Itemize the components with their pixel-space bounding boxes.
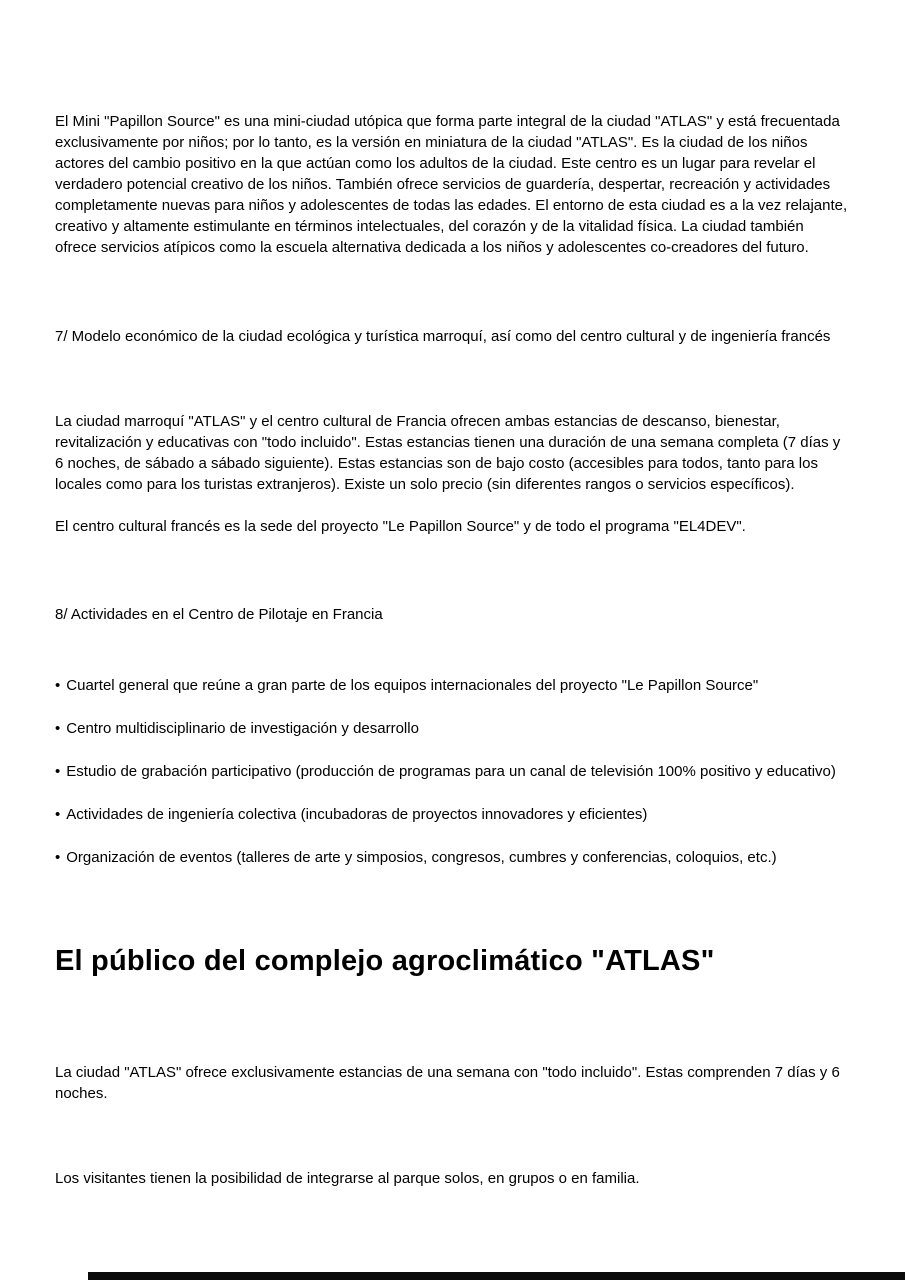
main-heading: El público del complejo agroclimático "ATLAS" xyxy=(55,945,715,977)
bullet-text: Centro multidisciplinario de investigación y desarrollo xyxy=(66,720,419,737)
bullet-icon: • xyxy=(55,677,61,694)
bullet-icon: • xyxy=(55,720,61,737)
bullet-item xyxy=(55,718,855,739)
section-7-paragraph-1: La ciudad marroquí "ATLAS" y el centro cultural de Francia ofrecen ambas estancias de descanso, bienestar, revitalización y educativas con "todo incluido". Estas estancias tienen una duración de una semana completa (7 días y 6 noches, de sábado a sábado siguiente). Estas estancias son de bajo costo (accesibles para todos, tanto para los locales como para los turistas extranjeros). Existe un solo precio (sin diferentes rangos o servicios específicos). xyxy=(55,413,845,493)
bullet-icon: • xyxy=(55,849,61,866)
section-7-paragraph-2: El centro cultural francés es la sede del proyecto "Le Papillon Source" y de todo el programa "EL4DEV". xyxy=(55,518,746,535)
bullet-text: Organización de eventos (talleres de arte y simposios, congresos, cumbres y conferencias, coloquios, etc.) xyxy=(66,849,777,866)
bullet-item xyxy=(55,847,855,868)
atlas-paragraph-1: La ciudad "ATLAS" ofrece exclusivamente estancias de una semana con "todo incluido". Estas comprenden 7 días y 6 noches. xyxy=(55,1064,844,1102)
bullet-text: Actividades de ingeniería colectiva (incubadoras de proyectos innovadores y eficientes) xyxy=(66,806,648,823)
bullet-icon: • xyxy=(55,806,61,823)
bullet-text: Cuartel general que reúne a gran parte de los equipos internacionales del proyecto "Le Papillon Source" xyxy=(66,677,759,694)
bullet-item xyxy=(55,675,855,696)
intro-paragraph: El Mini "Papillon Source" es una mini-ciudad utópica que forma parte integral de la ciudad "ATLAS" y está frecuentada exclusivamente por niños; por lo tanto, es la versión en miniatura de la ciudad "ATLAS". Es la ciudad de los niños actores del cambio positivo en la que actúan como los adultos de la ciudad. Este centro es un lugar para revelar el verdadero potencial creativo de los niños. También ofrece servicios de guardería, despertar, recreación y actividades completamente nuevas para niños y adolescentes de todas las edades. El entorno de esta ciudad es a la vez relajante, creativo y altamente estimulante en términos intelectuales, del corazón y de la vitalidad física. La ciudad también ofrece servicios atípicos como la escuela alternativa dedicada a los niños y adolescentes co-creadores del futuro. xyxy=(55,113,852,256)
bullet-icon: • xyxy=(55,763,61,780)
bullet-item xyxy=(55,761,855,782)
bullet-text: Estudio de grabación participativo (producción de programas para un canal de televisión 100% positivo y educativo) xyxy=(66,763,836,780)
section-7-heading: 7/ Modelo económico de la ciudad ecológica y turística marroquí, así como del centro cultural y de ingeniería francés xyxy=(55,328,831,345)
bullet-item xyxy=(55,804,855,825)
next-page-edge-bar xyxy=(88,1272,905,1280)
section-8-heading: 8/ Actividades en el Centro de Pilotaje en Francia xyxy=(55,606,383,623)
atlas-paragraph-2: Los visitantes tienen la posibilidad de integrarse al parque solos, en grupos o en familia. xyxy=(55,1170,640,1187)
